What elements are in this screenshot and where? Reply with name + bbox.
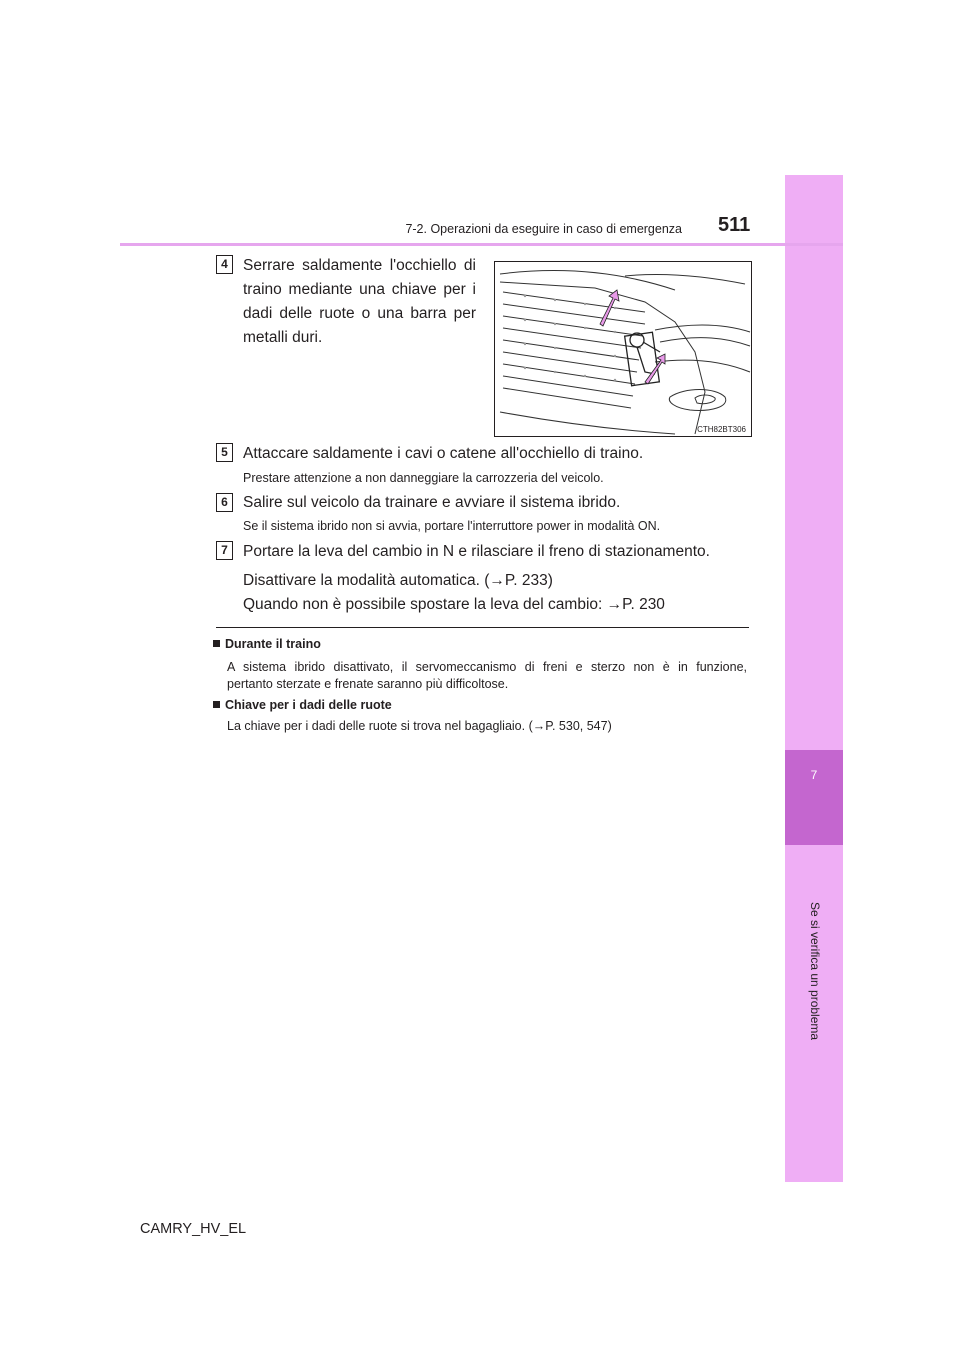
note-2-heading xyxy=(213,698,392,712)
step-6-box: 6 xyxy=(216,493,233,512)
front-grille-drawing xyxy=(495,262,751,436)
step-6-text: Salire sul veicolo da trainare e avviare il sistema ibrido. xyxy=(243,494,621,511)
note-1-title: Durante il traino xyxy=(225,637,321,651)
note-1-line-1: A sistema ibrido disattivato, il servomeccanismo di freni e sterzo non è in funzione, xyxy=(227,660,747,674)
step-7-line-3: Quando non è possibile spostare la leva del cambio: →P. 230 xyxy=(243,596,665,613)
step-4-line-3: dadi delle ruote o una barra per xyxy=(243,305,476,322)
step-7-line-2: Disattivare la modalità automatica. (→P. 233) xyxy=(243,572,553,589)
note-2-title: Chiave per i dadi delle ruote xyxy=(225,698,392,712)
page-number: 511 xyxy=(718,214,751,236)
step-5-box: 5 xyxy=(216,443,233,462)
note-1-heading xyxy=(213,637,321,651)
step-4-text xyxy=(243,254,476,350)
step-5-note: Prestare attenzione a non danneggiare la carrozzeria del veicolo. xyxy=(243,471,604,485)
note-1-line-2: pertanto sterzate e frenate saranno più difficoltose. xyxy=(227,677,509,691)
bullet-square-icon xyxy=(213,701,220,708)
step-7-text: Portare la leva del cambio in N e rilasciare il freno di stazionamento. xyxy=(243,543,710,560)
step-4-line-1: Serrare saldamente l'occhiello di xyxy=(243,257,476,274)
model-code-footer: CAMRY_HV_EL xyxy=(140,1221,247,1237)
notes-divider xyxy=(216,627,749,628)
step-4-line-2: traino mediante una chiave per i xyxy=(243,281,476,298)
chapter-number: 7 xyxy=(810,768,818,782)
step-5-text: Attaccare saldamente i cavi o catene all'occhiello di traino. xyxy=(243,445,644,462)
step-6-note: Se il sistema ibrido non si avvia, portare l'interruttore power in modalità ON. xyxy=(243,519,661,533)
note-2-line-1: La chiave per i dadi delle ruote si trova nel bagagliaio. (→P. 530, 547) xyxy=(227,719,612,733)
step-4-box: 4 xyxy=(216,255,233,274)
chapter-number-block xyxy=(785,750,843,845)
step-4-line-4: metalli duri. xyxy=(243,329,323,346)
towing-eye-illustration xyxy=(494,261,752,437)
illustration-code: CTH82BT306 xyxy=(697,425,746,434)
step-7-box: 7 xyxy=(216,541,233,560)
header-rule xyxy=(120,243,843,246)
chapter-title: Se si verifica un problema xyxy=(808,902,822,1041)
section-title: 7-2. Operazioni da eseguire in caso di emergenza xyxy=(405,222,682,236)
bullet-square-icon xyxy=(213,640,220,647)
